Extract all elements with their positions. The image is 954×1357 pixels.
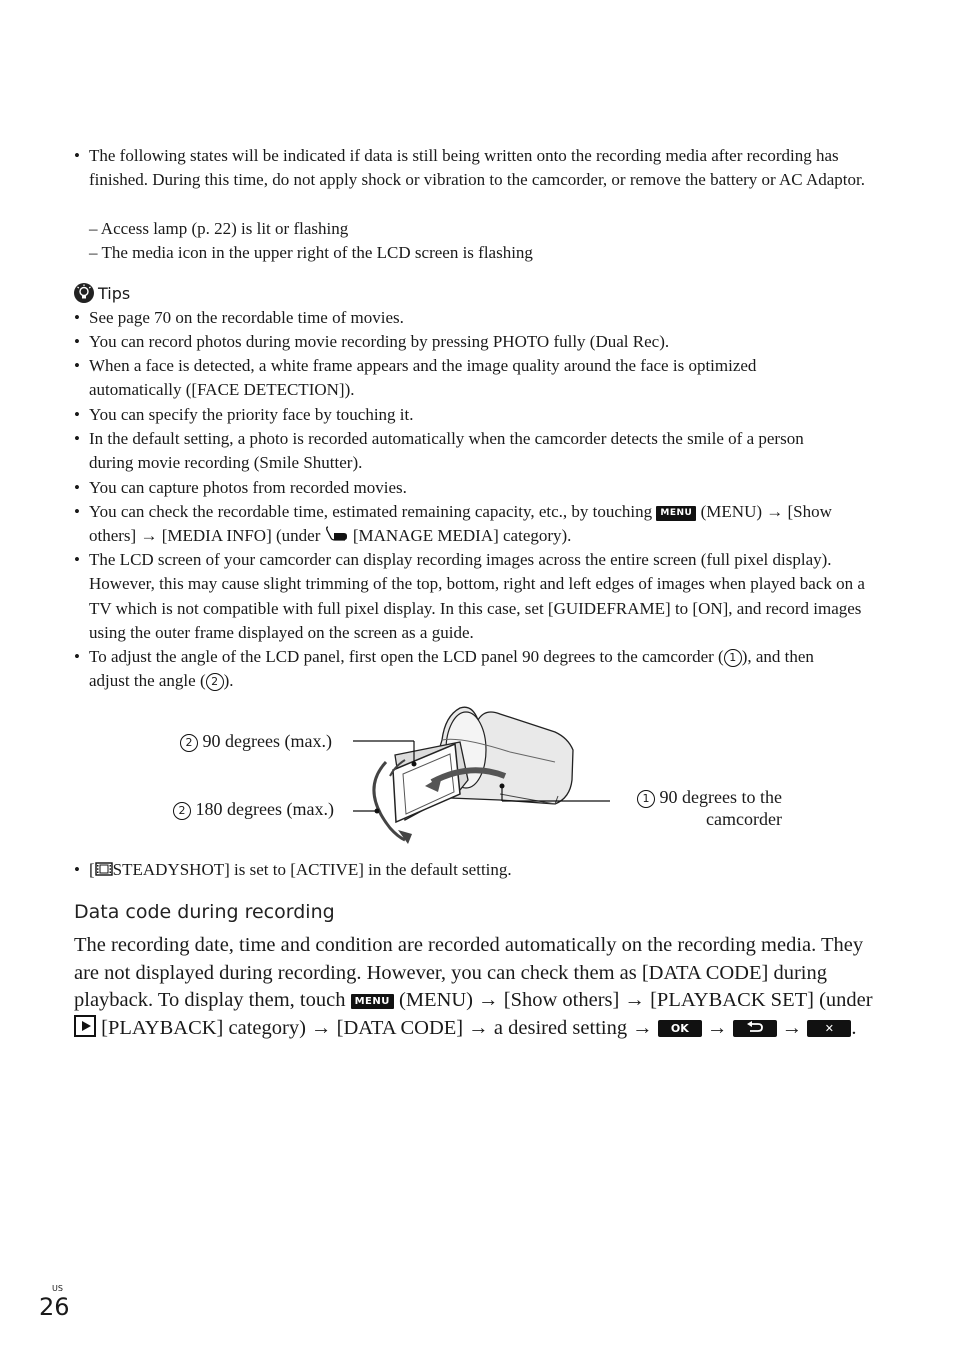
close-icon: ✕ bbox=[807, 1020, 851, 1037]
page-locale: US bbox=[52, 1284, 63, 1293]
circled-number: 2 bbox=[206, 673, 224, 691]
intro-text: The following states will be indicated if data is still being written onto the recording media after recording has finished. During this time, do not apply shock or vibration to the camcorder, or remove the battery or AC Adaptor. bbox=[89, 146, 865, 190]
list-item: • You can capture photos from recorded movies. bbox=[74, 478, 407, 497]
arrow-icon: → bbox=[632, 1016, 653, 1039]
ok-button-icon: OK bbox=[658, 1020, 702, 1037]
label-180-degrees-max: 2 180 degrees (max.) bbox=[173, 798, 334, 820]
manage-media-icon bbox=[325, 525, 349, 543]
list-item: • When a face is detected, a white frame appears and the image quality around the face is optimized automatically ([FACE DETECTION]). bbox=[74, 356, 757, 400]
list-item-steadyshot: • [ STEADYSHOT] is set to [ACTIVE] in the default setting. bbox=[74, 860, 512, 879]
playback-icon bbox=[74, 1015, 96, 1037]
label-90-degrees-camcorder: 1 90 degrees to the camcorder bbox=[624, 786, 782, 830]
section-title: Data code during recording bbox=[74, 901, 335, 923]
lightbulb-icon bbox=[74, 283, 94, 303]
list-item: • You can specify the priority face by touching it. bbox=[74, 405, 414, 424]
film-icon bbox=[95, 859, 113, 873]
arrow-icon: → bbox=[478, 989, 499, 1012]
list-item: • In the default setting, a photo is recorded automatically when the camcorder detects the smile of a person during movie recording (Smile Shutter). bbox=[74, 429, 804, 473]
list-item: • See page 70 on the recordable time of movies. bbox=[74, 308, 404, 327]
list-item-capacity: • You can check the recordable time, estimated remaining capacity, etc., by touching MENU (MENU) → [Show others] → [MEDIA INFO] (under [MANAGE MEDIA] category). bbox=[74, 500, 854, 549]
data-code-paragraph: The recording date, time and condition are recorded automatically on the recording media. They are not displayed during recording. However, you can check them as [DATA CODE] during playback. To display them, touch MENU (MENU) → [Show others] → [PLAYBACK SET] (under [PLAYBACK] category) → [DATA CODE] → a desired setting → OK → → ✕ . bbox=[74, 934, 873, 1039]
menu-icon: MENU bbox=[656, 506, 696, 521]
list-item-angle: • To adjust the angle of the LCD panel, first open the LCD panel 90 degrees to the camcorder ( 1 ), and then adjust the angle ( 2 ). bbox=[74, 647, 814, 691]
tips-heading bbox=[74, 283, 130, 305]
return-icon bbox=[733, 1020, 777, 1037]
arrow-icon: → bbox=[311, 1016, 332, 1039]
sub-item-access-lamp: – Access lamp (p. 22) is lit or flashing bbox=[89, 219, 349, 238]
circled-number: 1 bbox=[724, 649, 742, 667]
arrow-icon: → bbox=[781, 1016, 803, 1039]
arrow-icon: → bbox=[140, 526, 158, 546]
bullet-dot: • bbox=[74, 146, 80, 165]
label-90-degrees-max: 2 90 degrees (max.) bbox=[180, 730, 332, 752]
arrow-icon: → bbox=[624, 989, 645, 1012]
arrow-icon: → bbox=[468, 1016, 489, 1039]
arrow-icon: → bbox=[706, 1016, 728, 1039]
list-item: • The LCD screen of your camcorder can display recording images across the entire screen (full pixel display). However, this may cause slight trimming of the top, bottom, right and left edges of images when played back on a TV which is not compatible with full pixel display. In this case, set [GUIDEFRAME] to [ON], and record images using the outer frame displayed on the screen as a guide. bbox=[74, 550, 865, 642]
tips-label: Tips bbox=[98, 284, 131, 303]
page-number: 26 bbox=[39, 1293, 70, 1321]
intro-bullet bbox=[74, 144, 874, 193]
sub-item-media-icon: – The media icon in the upper right of the LCD screen is flashing bbox=[89, 243, 533, 262]
list-item: • You can record photos during movie recording by pressing PHOTO fully (Dual Rec). bbox=[74, 332, 670, 351]
menu-icon: MENU bbox=[351, 994, 394, 1009]
arrow-icon: → bbox=[766, 502, 784, 521]
